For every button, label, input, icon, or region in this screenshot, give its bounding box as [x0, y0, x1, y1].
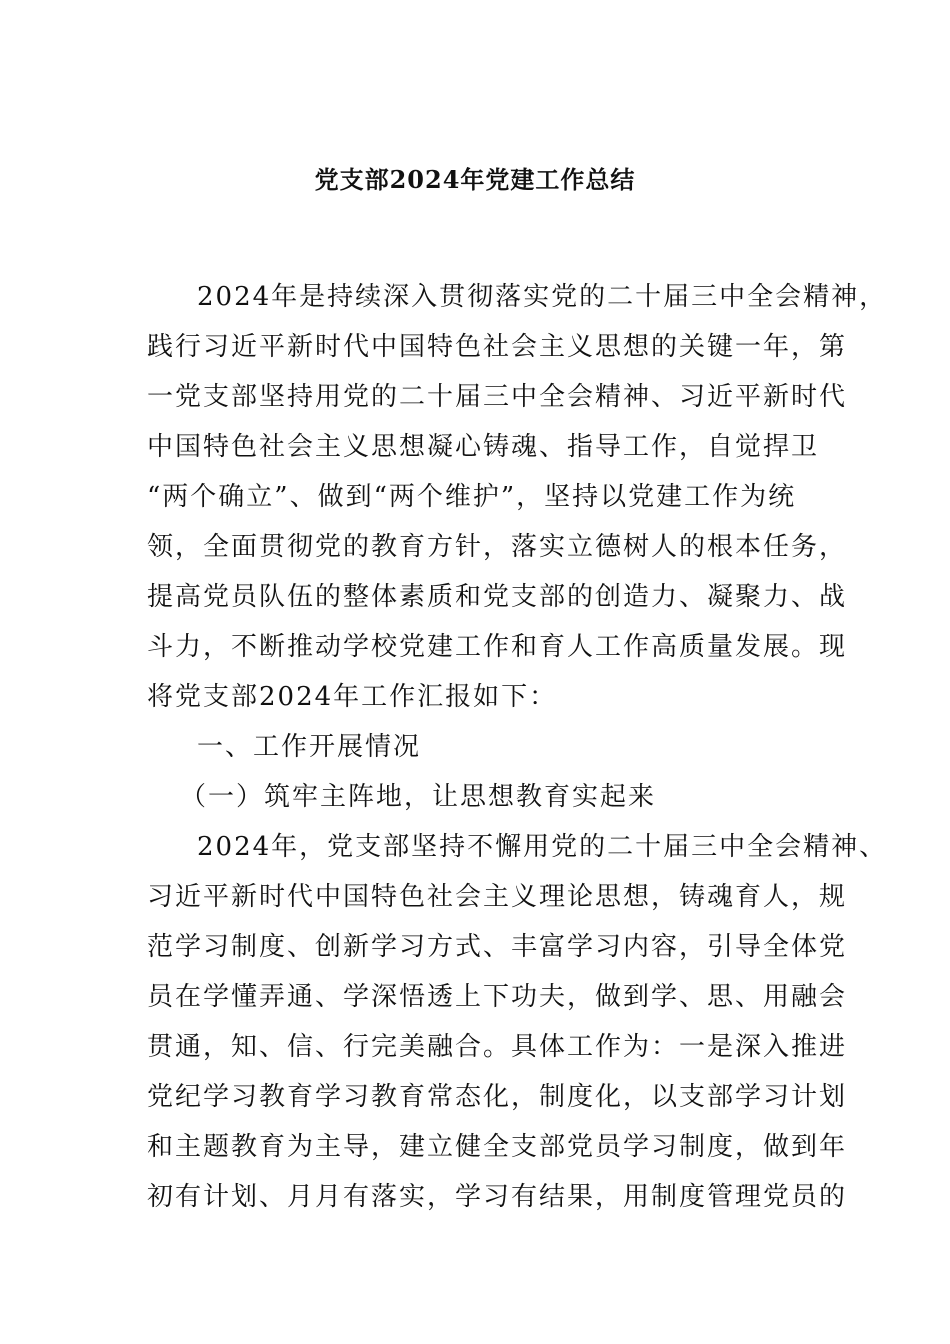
paragraph-1-line-9: 将党支部2024年工作汇报如下：	[147, 682, 558, 712]
paragraph-2-line-1: 2024年，党支部坚持不懈用党的二十届三中全会精神、	[197, 832, 888, 862]
paragraph-2-line-8: 初有计划、月月有落实，学习有结果，用制度管理党员的	[147, 1182, 848, 1212]
paragraph-1-line-3: 一党支部坚持用党的二十届三中全会精神、习近平新时代	[147, 382, 848, 412]
paragraph-2-line-5: 贯通，知、信、行完美融合。具体工作为：一是深入推进	[147, 1032, 848, 1062]
paragraph-1-line-1: 2024年是持续深入贯彻落实党的二十届三中全会精神，	[197, 282, 888, 312]
paragraph-1-line-5: “两个确立”、做到“两个维护”，坚持以党建工作为统	[147, 482, 797, 512]
paragraph-2-line-6: 党纪学习教育学习教育常态化，制度化，以支部学习计划	[147, 1082, 848, 1112]
paragraph-1-line-7: 提高党员队伍的整体素质和党支部的创造力、凝聚力、战	[147, 582, 848, 612]
paragraph-1-line-4: 中国特色社会主义思想凝心铸魂、指导工作，自觉捍卫	[147, 432, 820, 462]
paragraph-1-line-6: 领，全面贯彻党的教育方针，落实立德树人的根本任务，	[147, 532, 848, 562]
paragraph-1-line-8: 斗力，不断推动学校党建工作和育人工作高质量发展。现	[147, 632, 848, 662]
paragraph-1-line-2: 践行习近平新时代中国特色社会主义思想的关键一年，第	[147, 332, 848, 362]
paragraph-2-line-7: 和主题教育为主导，建立健全支部党员学习制度，做到年	[147, 1132, 848, 1162]
section-heading-1: 一、工作开展情况	[197, 732, 422, 762]
paragraph-2-line-4: 员在学懂弄通、学深悟透上下功夫，做到学、思、用融会	[147, 982, 848, 1012]
section-heading-2: （一）筑牢主阵地，让思想教育实起来	[180, 782, 657, 812]
paragraph-2-line-2: 习近平新时代中国特色社会主义理论思想，铸魂育人，规	[147, 882, 848, 912]
document-title: 党支部2024年党建工作总结	[314, 165, 636, 194]
paragraph-2-line-3: 范学习制度、创新学习方式、丰富学习内容，引导全体党	[147, 932, 848, 962]
